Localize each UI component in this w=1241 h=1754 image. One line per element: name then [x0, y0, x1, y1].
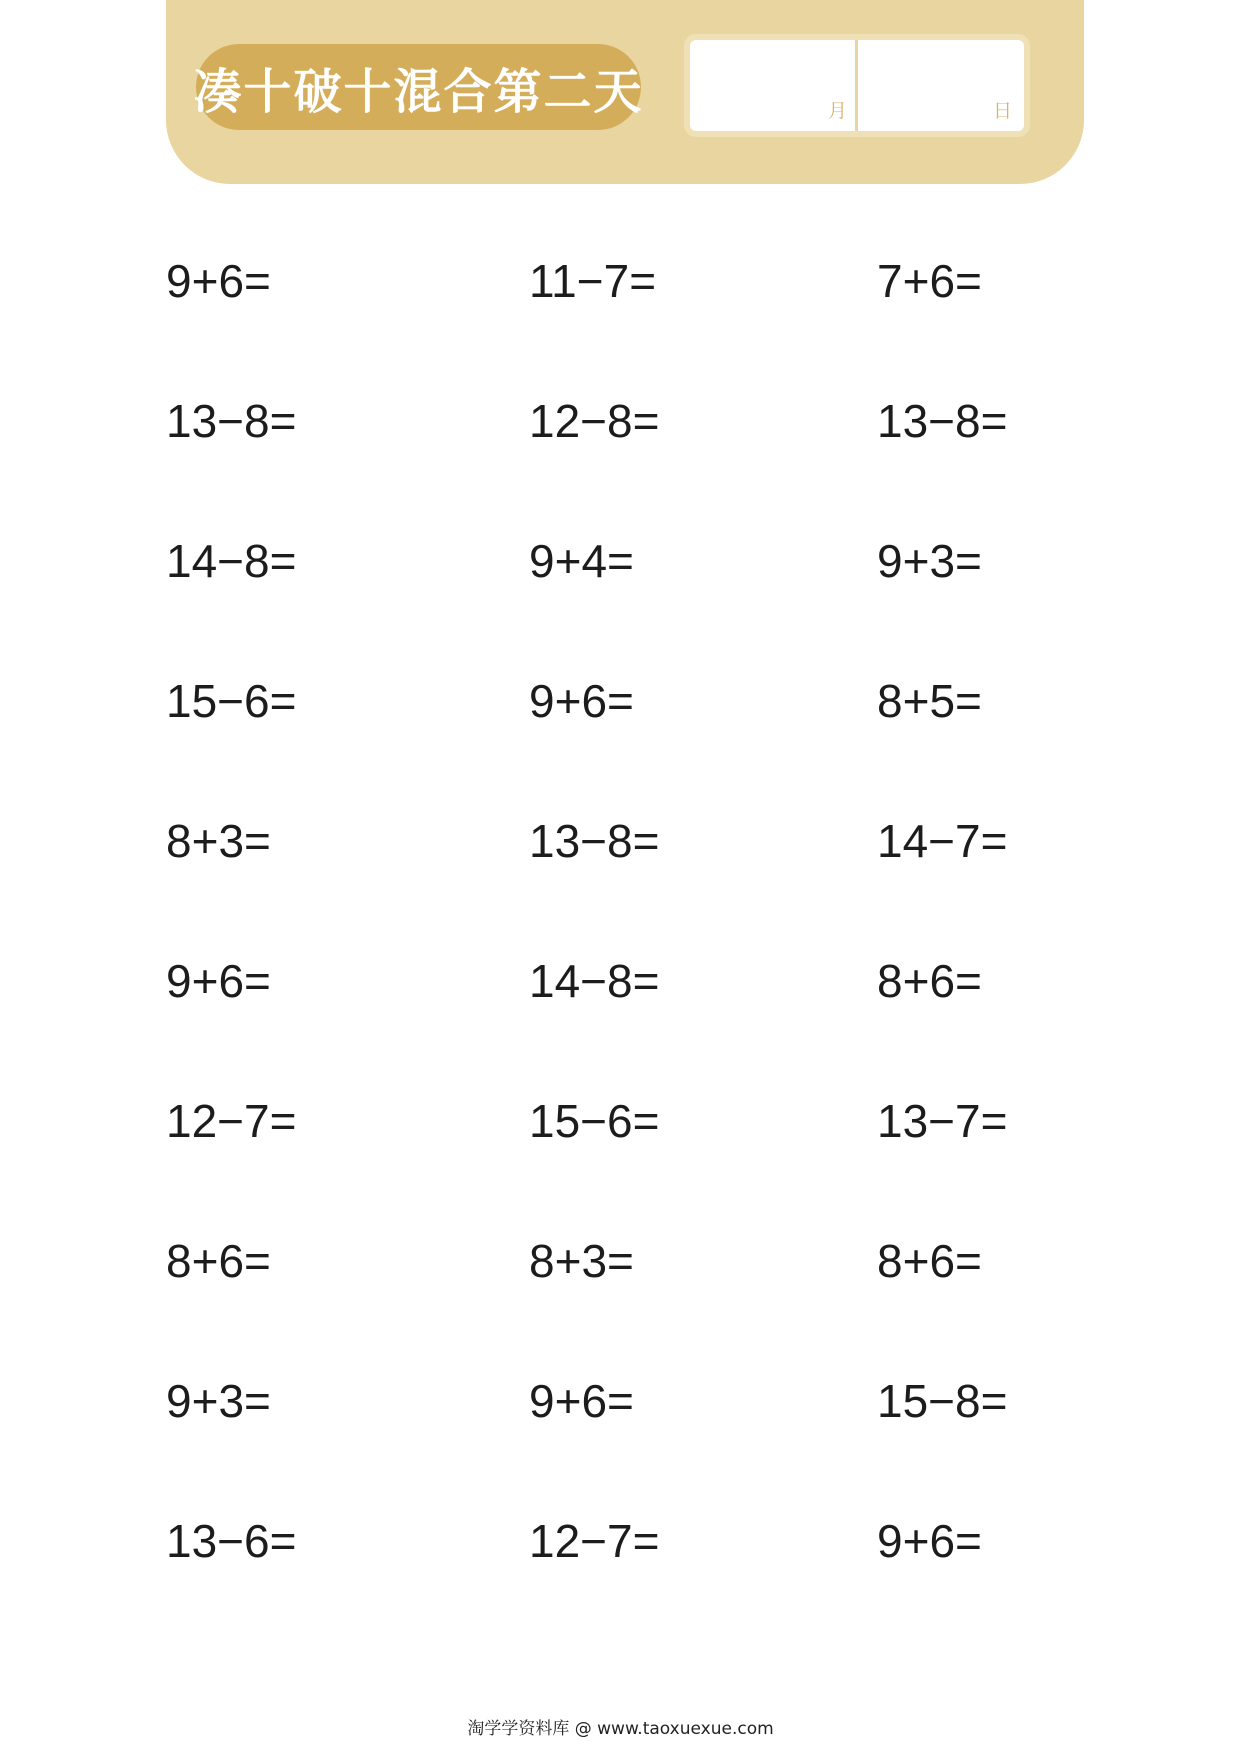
- problem-item: 13−7=: [877, 1095, 1008, 1147]
- problem-item: 9+6=: [166, 255, 271, 307]
- problem-item: 9+6=: [166, 955, 271, 1007]
- problem-item: 8+5=: [877, 675, 982, 727]
- problem-item: 11−7=: [529, 255, 657, 307]
- problem-item: 14−8=: [529, 955, 660, 1007]
- worksheet-title: 凑十破十混合第二天: [193, 63, 644, 120]
- problem-item: 13−8=: [877, 395, 1008, 447]
- problem-item: 15−6=: [529, 1095, 660, 1147]
- problem-item: 7+6=: [877, 255, 982, 307]
- problem-item: 9+6=: [529, 675, 634, 727]
- day-label: 日: [993, 100, 1013, 122]
- problem-item: 13−8=: [529, 815, 660, 867]
- problem-item: 9+3=: [166, 1375, 271, 1427]
- problem-item: 8+6=: [877, 955, 982, 1007]
- problem-item: 13−6=: [166, 1515, 297, 1567]
- problem-item: 8+6=: [166, 1235, 271, 1287]
- problem-item: 8+3=: [166, 815, 271, 867]
- problem-item: 14−8=: [166, 535, 297, 587]
- problem-item: 12−7=: [529, 1515, 660, 1567]
- problem-item: 12−7=: [166, 1095, 297, 1147]
- problem-item: 15−8=: [877, 1375, 1008, 1427]
- problem-item: 8+3=: [529, 1235, 634, 1287]
- footer-watermark: 淘学学资料库 @ www.taoxuexue.com: [467, 1719, 774, 1739]
- problem-item: 14−7=: [877, 815, 1008, 867]
- problem-item: 12−8=: [529, 395, 660, 447]
- problem-item: 9+3=: [877, 535, 982, 587]
- problem-item: 9+6=: [877, 1515, 982, 1567]
- problem-item: 9+6=: [529, 1375, 634, 1427]
- problem-item: 15−6=: [166, 675, 297, 727]
- problem-item: 9+4=: [529, 535, 634, 587]
- problem-item: 8+6=: [877, 1235, 982, 1287]
- month-label: 月: [828, 100, 848, 122]
- problem-item: 13−8=: [166, 395, 297, 447]
